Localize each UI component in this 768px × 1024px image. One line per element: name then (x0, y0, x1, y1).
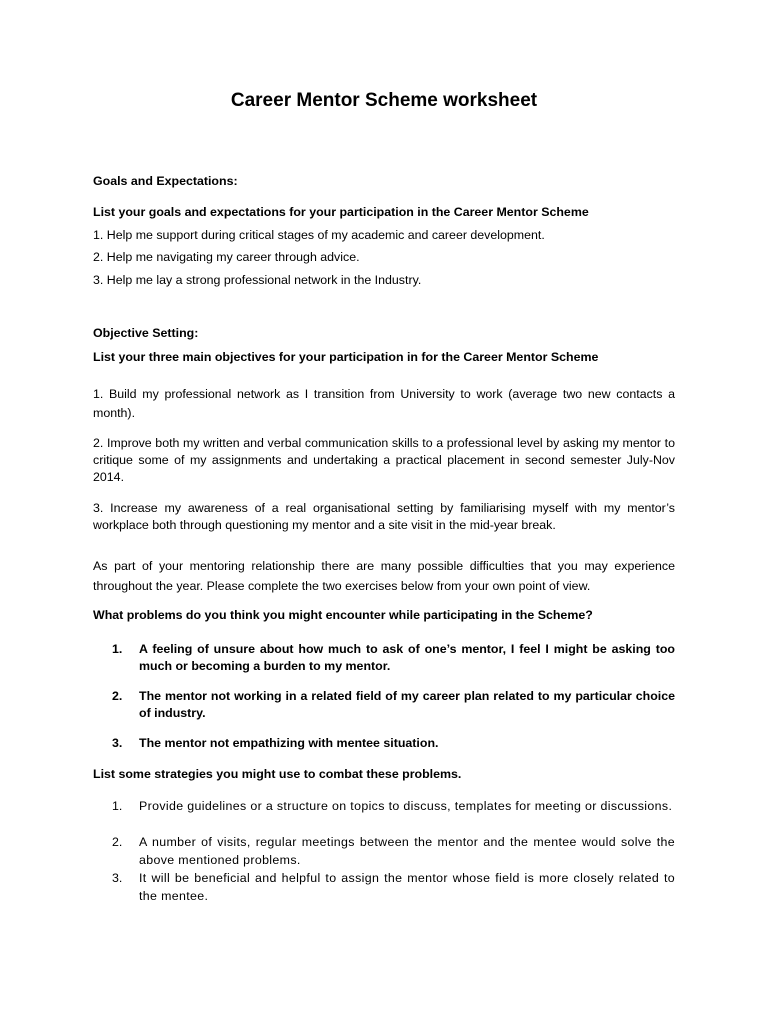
objective-item: 1. Build my professional network as I transition from University to work (average two new contacts a month). (93, 387, 675, 420)
strategy-item-text: Provide guidelines or a structure on topics to discuss, templates for meeting or discussions. (139, 799, 673, 813)
problem-item-number: 3. (112, 736, 123, 750)
problem-item-text: The mentor not empathizing with mentee situation. (139, 736, 439, 750)
problem-item (112, 641, 675, 675)
objectives-heading: Objective Setting: (93, 326, 199, 340)
problem-item (112, 735, 675, 752)
strategy-item-text: A number of visits, regular meetings between the mentor and the mentee would solve the above mentioned problems. (139, 835, 675, 867)
objective-item: 3. Increase my awareness of a real organisational setting by familiarising myself with my mentor’s workplace both through questioning my mentor and a site visit in the mid-year break. (93, 501, 675, 532)
strategy-item-number: 3. (112, 871, 123, 885)
strategy-item-text: It will be beneficial and helpful to assign the mentor whose field is more closely related to the mentee. (139, 871, 675, 903)
objective-item: 2. Improve both my written and verbal communication skills to a professional level by asking my mentor to critique some of my assignments and undertaking a practical placement in second semester July-Nov 2014. (93, 436, 675, 484)
problem-item-text: A feeling of unsure about how much to ask of one’s mentor, I feel I might be asking too much or becoming a burden to my mentor. (139, 642, 675, 673)
problem-item-text: The mentor not working in a related field of my career plan related to my particular choice of industry. (139, 689, 675, 720)
goal-item: 3. Help me lay a strong professional network in the Industry. (93, 273, 422, 287)
objectives-prompt: List your three main objectives for your participation in for the Career Mentor Scheme (93, 350, 599, 364)
strategy-item-number: 2. (112, 835, 123, 849)
goal-item: 1. Help me support during critical stages of my academic and career development. (93, 228, 545, 242)
goals-prompt: List your goals and expectations for your participation in the Career Mentor Scheme (93, 205, 589, 219)
strategies-heading: List some strategies you might use to combat these problems. (93, 767, 462, 781)
intro-paragraph: As part of your mentoring relationship there are many possible difficulties that you may experience throughout the year. Please complete the two exercises below from your own point of view. (93, 559, 675, 593)
strategy-item (112, 797, 675, 815)
goal-item: 2. Help me navigating my career through advice. (93, 250, 360, 264)
goals-heading: Goals and Expectations: (93, 174, 238, 188)
problem-item (112, 688, 675, 722)
strategy-item (112, 833, 675, 869)
strategy-item-number: 1. (112, 799, 123, 813)
problem-item-number: 1. (112, 642, 123, 656)
strategy-item (112, 869, 675, 905)
problems-heading: What problems do you think you might encounter while participating in the Scheme? (93, 608, 593, 622)
problem-item-number: 2. (112, 689, 123, 703)
page-title: Career Mentor Scheme worksheet (230, 90, 538, 111)
